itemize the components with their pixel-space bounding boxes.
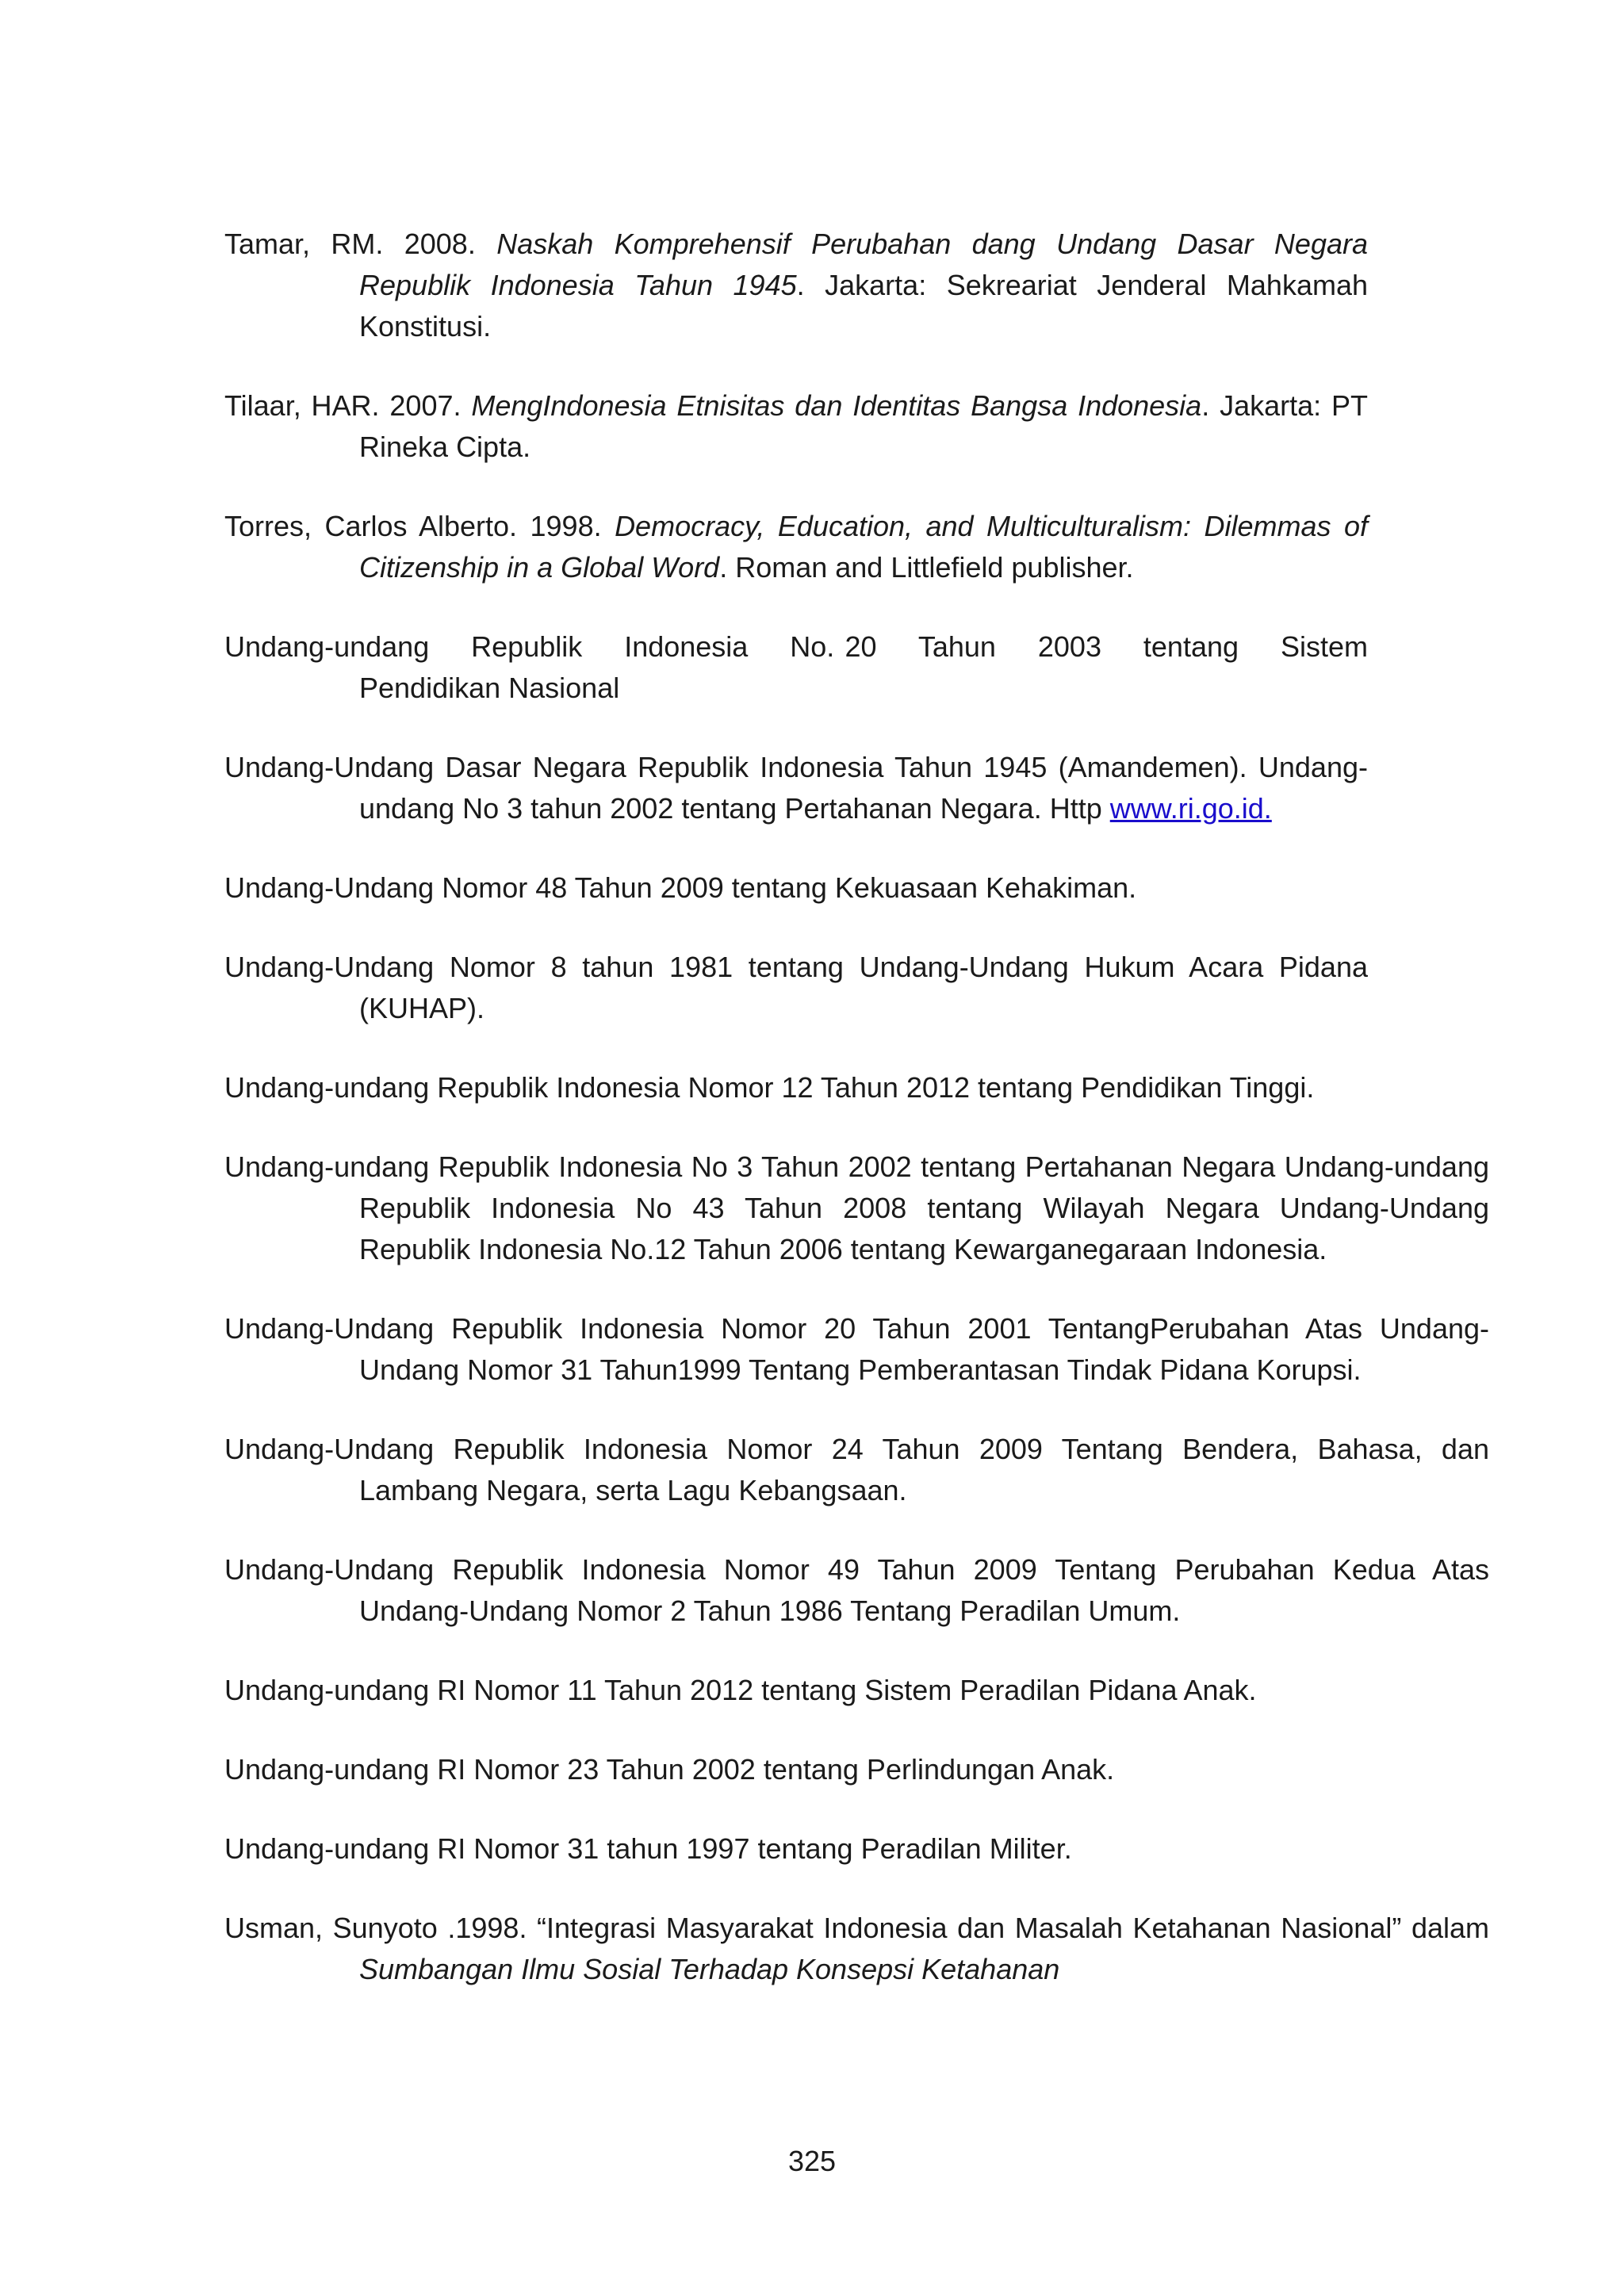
reference-text: Undang-Undang Republik Indonesia Nomor 20 Tahun 2001 TentangPerubahan Atas Undang-Undang Nomor 31 Tahun1999 Tentang Pemberantasan Tindak Pidana Korupsi. (224, 1312, 1489, 1386)
reference-entry (224, 1670, 1368, 1711)
reference-publisher: . Jakarta: PT Rineka Cipta. (359, 389, 1368, 463)
page-number: 325 (787, 2145, 837, 2177)
reference-entry (224, 747, 1368, 829)
reference-text: Undang-Undang Nomor 48 Tahun 2009 tentang Kekuasaan Kehakiman. (224, 871, 1137, 904)
reference-entry (224, 947, 1368, 1029)
reference-text: Undang-undang Republik Indonesia No 3 Tahun 2002 tentang Pertahanan Negara Undang-undang Republik Indonesia No 43 Tahun 2008 tentang Wilayah Negara Undang-Undang Republik Indonesia No.12 Tahun 2006 tentang Kewarganegaraan Indonesia. (224, 1150, 1489, 1265)
reference-entry (224, 1549, 1489, 1632)
reference-entry (224, 626, 1377, 709)
reference-title: Sumbangan Ilmu Sosial Terhadap Konsepsi Ketahanan (359, 1953, 1060, 1985)
reference-list (224, 224, 1489, 2028)
reference-text: Undang-Undang Dasar Negara Republik Indonesia Tahun 1945 (Amandemen). Undang-undang No 3 tahun 2002 tentang Pertahanan Negara. Http (224, 751, 1368, 825)
reference-text: Undang-Undang Nomor 8 tahun 1981 tentang Undang-Undang Hukum Acara Pidana (KUHAP). (224, 951, 1368, 1024)
reference-link[interactable]: www.ri.go.id. (1109, 792, 1272, 825)
reference-author-year: Tilaar, HAR. 2007. (224, 389, 472, 422)
reference-text: Undang-Undang Republik Indonesia Nomor 49 Tahun 2009 Tentang Perubahan Kedua Atas Undang-Undang Nomor 2 Tahun 1986 Tentang Peradilan Umum. (224, 1553, 1489, 1627)
reference-entry (224, 385, 1368, 468)
reference-entry (224, 1146, 1489, 1270)
reference-title: Democracy, Education, and Multiculturalism: Dilemmas of Citizenship in a Global Word (359, 510, 1368, 584)
reference-text: Undang-undang Republik Indonesia No. 20 Tahun 2003 tentang Sistem Pendidikan Nasional (224, 630, 1377, 704)
reference-entry (224, 1067, 1368, 1108)
reference-text: Undang-undang Republik Indonesia Nomor 12 Tahun 2012 tentang Pendidikan Tinggi. (224, 1071, 1315, 1104)
reference-entry (224, 1429, 1489, 1511)
reference-text: Undang-Undang Republik Indonesia Nomor 24 Tahun 2009 Tentang Bendera, Bahasa, dan Lambang Negara, serta Lagu Kebangsaan. (224, 1433, 1489, 1506)
reference-title: MengIndonesia Etnisitas dan Identitas Bangsa Indonesia (471, 389, 1202, 422)
reference-entry (224, 1749, 1368, 1790)
reference-publisher: . Jakarta: Sekreariat Jenderal Mahkamah Konstitusi. (359, 269, 1368, 343)
reference-entry (224, 867, 1368, 909)
reference-author-year: Torres, Carlos Alberto. 1998. (224, 510, 615, 542)
reference-publisher: . Roman and Littlefield publisher. (719, 551, 1134, 584)
reference-entry (224, 506, 1368, 588)
reference-author-year: Tamar, RM. 2008. (224, 228, 497, 260)
reference-entry (224, 224, 1368, 347)
reference-title: Naskah Komprehensif Perubahan dang Undang Dasar Negara Republik Indonesia Tahun 1945 (359, 228, 1368, 301)
reference-text: Undang-undang RI Nomor 23 Tahun 2002 tentang Perlindungan Anak. (224, 1753, 1115, 1786)
reference-entry (224, 1828, 1368, 1870)
reference-author-year: Usman, Sunyoto .1998. “Integrasi Masyarakat Indonesia dan Masalah Ketahanan Nasional” dalam (224, 1912, 1489, 1944)
reference-entry (224, 1308, 1489, 1391)
reference-text: Undang-undang RI Nomor 31 tahun 1997 tentang Peradilan Militer. (224, 1832, 1072, 1865)
reference-text: Undang-undang RI Nomor 11 Tahun 2012 tentang Sistem Peradilan Pidana Anak. (224, 1674, 1257, 1706)
reference-entry (224, 1908, 1489, 1990)
